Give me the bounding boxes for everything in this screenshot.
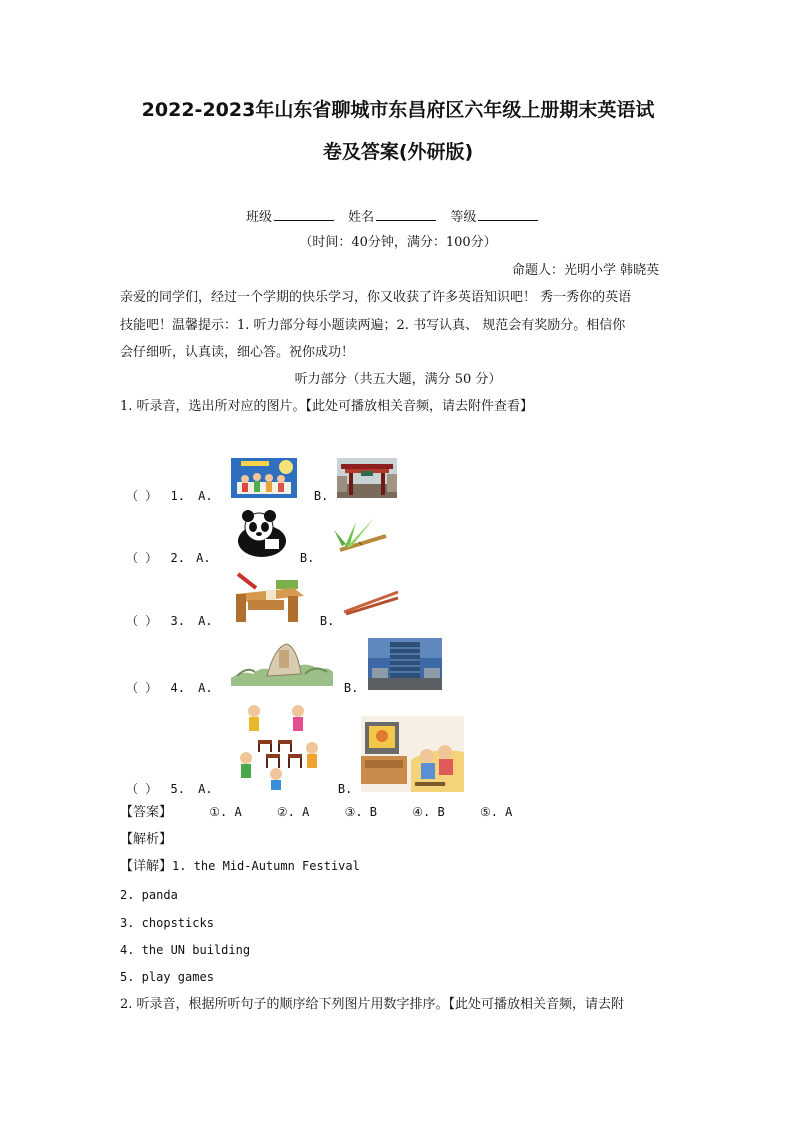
answer-5: ⑤. A [479, 805, 513, 819]
answer-label: 【答案】 [120, 805, 173, 820]
class-blank [274, 208, 334, 221]
answer-paren: （ ） [126, 681, 158, 695]
item-number: 2. [170, 551, 185, 565]
class-label: 班级 [246, 210, 273, 225]
intro-line-3: 会仔细听，认真读，细心答。祝你成功！ [120, 345, 355, 360]
name-blank [376, 208, 436, 221]
watching-tv-image [361, 716, 464, 792]
detail-item-1: 1. the Mid-Autumn Festival [172, 859, 360, 873]
option-a-label: A. [198, 489, 213, 503]
question-1-title: 1. 听录音，选出所对应的图片。【此处可播放相关音频，请去附件查看】 [120, 399, 534, 414]
option-b-label: B. [313, 489, 329, 503]
grade-label: 等级 [450, 210, 477, 225]
option-a-label: A. [196, 551, 211, 565]
detail-item-2: 2. panda [120, 888, 178, 902]
chinatown-gate-image [337, 458, 397, 498]
detail-item-3: 3. chopsticks [120, 916, 214, 930]
answer-3: ③. B [344, 805, 378, 819]
page-title-line-2: 卷及答案(外研版) [322, 141, 474, 163]
detail-row [120, 860, 360, 873]
answer-2: ②. A [276, 805, 310, 819]
name-label: 姓名 [348, 210, 375, 225]
answer-4: ④. B [412, 805, 445, 819]
un-building-image [368, 638, 442, 690]
landscape-monument-image [231, 636, 333, 686]
answer-paren: （ ） [126, 489, 158, 503]
option-b-label: B. [337, 782, 353, 796]
section-title: 听力部分（共五大题，满分 50 分） [294, 372, 502, 387]
item-number: 1. [170, 489, 185, 503]
mid-autumn-festival-image [231, 458, 297, 498]
item-number: 4. [170, 681, 185, 695]
detail-label: 【详解】 [120, 859, 173, 874]
desk-image [232, 570, 306, 625]
answer-1: ①. A [209, 805, 242, 819]
option-a-label: A. [198, 614, 213, 628]
author-line: 命题人：光明小学 韩晓英 [512, 263, 660, 278]
answer-paren: （ ） [126, 782, 158, 796]
info-line [246, 208, 538, 224]
detail-item-4: 4. the UN building [120, 943, 251, 957]
item-row-1 [126, 487, 328, 504]
option-b-label: B. [319, 614, 335, 628]
option-a-label: A. [198, 681, 213, 695]
grade-blank [478, 208, 538, 221]
page-title-line-1: 2022-2023年山东省聊城市东昌府区六年级上册期末英语试 [141, 99, 655, 121]
option-b-label: B. [299, 551, 315, 565]
question-2-title: 2. 听录音，根据所听句子的顺序给下列图片用数字排序。【此处可播放相关音频，请去附 [120, 997, 625, 1012]
item-number: 5. [170, 782, 185, 796]
analysis-label: 【解析】 [120, 832, 173, 847]
chopsticks-image [342, 588, 400, 616]
answer-paren: （ ） [126, 551, 158, 565]
option-a-label: A. [198, 782, 213, 796]
children-playing-image [236, 702, 324, 790]
answer-row [120, 806, 512, 819]
answer-paren: （ ） [126, 614, 158, 628]
time-line: （时间：40分钟，满分：100分） [299, 235, 497, 250]
detail-item-5: 5. play games [120, 970, 214, 984]
item-number: 3. [170, 614, 185, 628]
bamboo-image [330, 514, 388, 554]
intro-line-2: 技能吧！温馨提示：1. 听力部分每小题读两遍；2. 书写认真、 规范会有奖励分。相信你 [120, 318, 626, 333]
intro-line-1: 亲爱的同学们，经过一个学期的快乐学习，你又收获了许多英语知识吧！ 秀一秀你的英语 [120, 290, 632, 305]
option-b-label: B. [343, 681, 359, 695]
panda-image [231, 509, 293, 559]
